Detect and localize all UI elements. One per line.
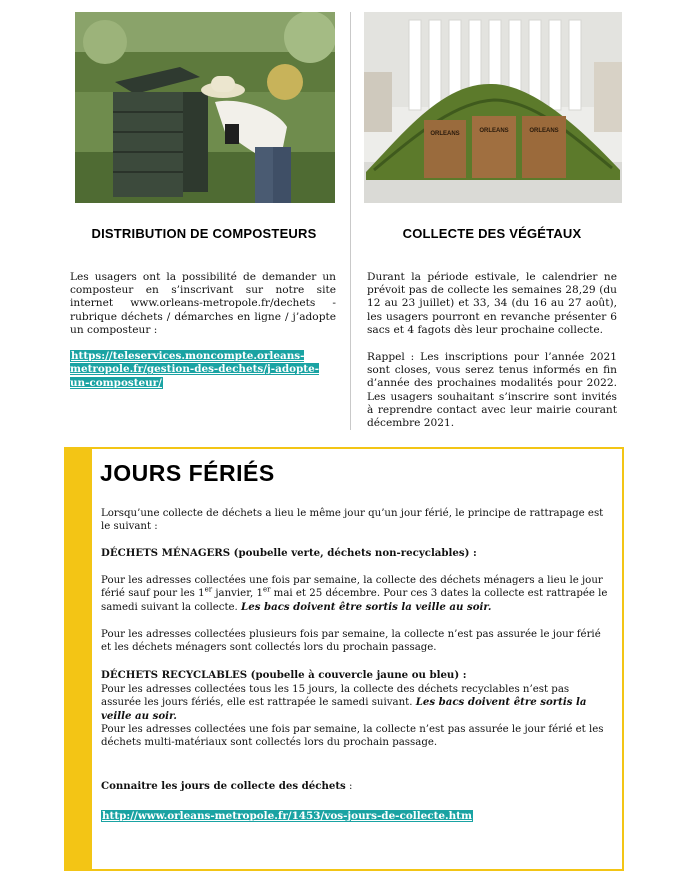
green-waste-photo	[364, 12, 622, 203]
recyclables-paragraph-1	[101, 683, 611, 723]
column-divider	[350, 12, 351, 430]
collecte-link-wrapper	[101, 810, 611, 823]
recyclables-heading	[101, 669, 611, 682]
collecte-days-link[interactable]: http://www.orleans-metropole.fr/1453/vos-jours-de-collecte.htm	[102, 810, 472, 822]
menagers-p1-part-c: mai et 25 décembre. Pour ces 3 dates la collecte est rattrapée le samedi suivant la collecte.	[101, 588, 608, 613]
connaitre-colon: :	[345, 781, 353, 792]
composter-photo	[75, 12, 335, 203]
menagers-p1-part-b: janvier, 1	[212, 588, 263, 600]
bag-label-2: ORLEANS	[479, 128, 509, 134]
menagers-p1-part-a: Pour les adresses collectées une fois par semaine, la collecte des déchets ménagers a lieu le jour férié sauf pour les 1	[101, 575, 603, 600]
vegetaux-paragraph-2: Rappel : Les inscriptions pour l’année 2021 sont closes, vous serez tenus informés en fin d’année des prochaines modalités pour 2022. Les usagers souhaitant s’inscrire sont invités à reprendre contact avec leur mairie courant décembre 2021.	[367, 351, 617, 430]
menagers-paragraph-1	[101, 574, 611, 614]
menagers-paragraph-2: Pour les adresses collectées plusieurs fois par semaine, la collecte n’est pas assurée le jour férié et les déchets ménagers sont collectés lors du prochain passage.	[101, 629, 601, 654]
green-waste-photo-illustration	[364, 12, 622, 203]
composteur-link[interactable]: https://teleservices.moncompte.orleans-metropole.fr/gestion-des-dechets/j-adopte-un-composteur/	[70, 350, 320, 389]
composter-photo-illustration	[75, 12, 335, 203]
menagers-p1-emphasis: Les bacs doivent être sortis la veille au soir.	[241, 600, 492, 613]
composteurs-paragraph: Les usagers ont la possibilité de demander un composteur en s’inscrivant sur notre site internet www.orleans-metropole.fr/dechets - rubrique déchets / démarches en ligne / j’adopte un composteur :	[70, 271, 336, 336]
menagers-heading	[101, 547, 611, 560]
menagers-p1-sup-2: er	[262, 585, 271, 594]
vegetaux-title: COLLECTE DES VÉGÉTAUX	[402, 226, 582, 241]
menagers-p1-sup-1: er	[204, 585, 213, 594]
feries-intro: Lorsqu’une collecte de déchets a lieu le même jour qu’un jour férié, le principe de rattrapage est le suivant :	[101, 508, 604, 533]
recyclables-p1-text: Pour les adresses collectées tous les 15 jours, la collecte des déchets recyclables n’est pas assurée les jours fériés, elle est rattrapée le samedi suivant.	[101, 684, 570, 709]
connaitre-heading-text: Connaitre les jours de collecte des déchets	[101, 780, 346, 792]
recyclables-p1-emphasis: Les bacs doivent être sortis la veille au soir.	[101, 696, 587, 722]
connaitre-heading	[101, 780, 611, 793]
jours-feries-title: JOURS FÉRIÉS	[100, 460, 275, 486]
vegetaux-paragraph-1: Durant la période estivale, le calendrier ne prévoit pas de collecte les semaines 28,29 (du 12 au 23 juillet) et 33, 34 (du 16 au 27 août), les usagers pourront en revanche présenter 6 sacs et 4 fagots dès leur prochaine collecte.	[367, 271, 617, 336]
composteurs-title: DISTRIBUTION DE COMPOSTEURS	[91, 226, 317, 241]
bag-label-1: ORLEANS	[430, 131, 460, 137]
recyclables-heading-text: DÉCHETS RECYCLABLES (poubelle à couvercle jaune ou bleu) :	[101, 669, 467, 681]
recyclables-paragraph-2: Pour les adresses collectées une fois par semaine, la collecte n’est pas assurée le jour férié et les déchets multi-matériaux sont collectés lors du prochain passage.	[101, 724, 604, 749]
bag-label-3: ORLEANS	[529, 128, 559, 134]
menagers-heading-text: DÉCHETS MÉNAGERS (poubelle verte, déchets non-recyclables) :	[101, 547, 477, 559]
composteur-link-wrapper	[70, 350, 336, 390]
